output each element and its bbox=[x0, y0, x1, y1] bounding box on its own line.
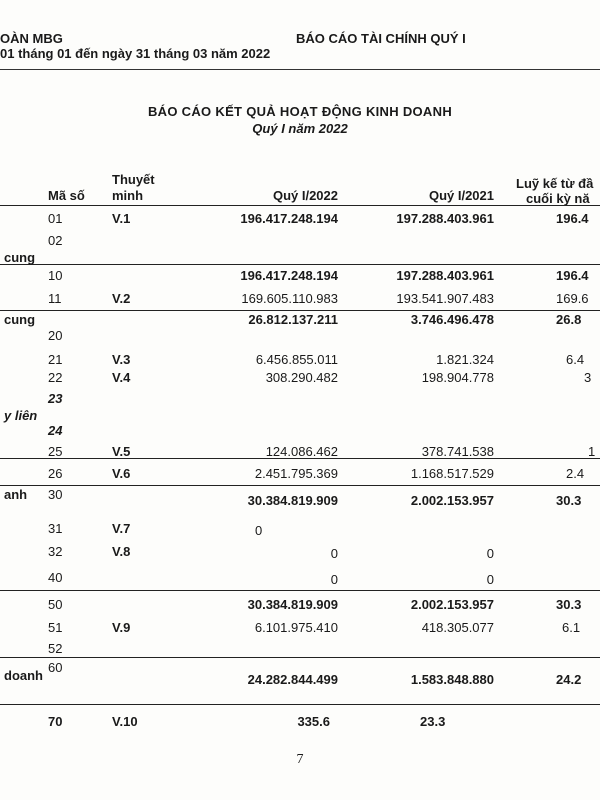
row-value-ytd: 26.8 bbox=[556, 312, 582, 327]
row-label: anh bbox=[4, 487, 28, 502]
row-value-q2022: 6.101.975.410 bbox=[254, 620, 338, 635]
row-value-ytd: 24.2 bbox=[556, 672, 582, 687]
row-code: 50 bbox=[48, 597, 63, 612]
row-value-q2022: 2.451.795.369 bbox=[254, 466, 338, 481]
row-value-q2022: 24.282.844.499 bbox=[247, 672, 338, 687]
row-value-ytd: 196.4 bbox=[556, 268, 589, 283]
column-header-note-line2: minh bbox=[112, 188, 144, 203]
table-divider bbox=[0, 657, 600, 658]
row-code: 60 bbox=[48, 660, 63, 675]
report-title: BÁO CÁO KẾT QUẢ HOẠT ĐỘNG KINH DOANH bbox=[147, 104, 453, 119]
row-code: 31 bbox=[48, 521, 63, 536]
row-code: 70 bbox=[48, 714, 63, 729]
row-value-q2021: 0 bbox=[486, 572, 494, 587]
row-code: 24 bbox=[48, 423, 63, 438]
report-name: BÁO CÁO TÀI CHÍNH QUÝ I bbox=[296, 31, 466, 46]
row-value-q2021: 198.904.778 bbox=[421, 370, 494, 385]
row-value-q2022: 0 bbox=[330, 572, 338, 587]
row-value-q2021: 418.305.077 bbox=[421, 620, 494, 635]
table-divider bbox=[0, 205, 600, 206]
row-value-ytd: 6.1 bbox=[562, 620, 581, 635]
reporting-period: 01 tháng 01 đến ngày 31 tháng 03 năm 2022 bbox=[0, 46, 271, 61]
row-note: V.2 bbox=[112, 291, 131, 306]
row-value-q2021: 197.288.403.961 bbox=[396, 211, 494, 226]
row-value-q2021: 2.002.153.957 bbox=[410, 493, 494, 508]
table-divider bbox=[0, 590, 600, 591]
report-subtitle: Quý I năm 2022 bbox=[252, 121, 348, 136]
row-value-q2021: 1.821.324 bbox=[436, 352, 494, 367]
row-value-q2021: 197.288.403.961 bbox=[396, 268, 494, 283]
column-header-q2021: Quý I/2021 bbox=[428, 188, 494, 203]
row-note: V.1 bbox=[112, 211, 131, 226]
row-value-ytd: 30.3 bbox=[556, 597, 582, 612]
row-note: V.5 bbox=[112, 444, 131, 459]
row-value-q2022: 30.384.819.909 bbox=[247, 493, 338, 508]
row-value-q2021: 193.541.907.483 bbox=[396, 291, 494, 306]
row-code: 26 bbox=[48, 466, 63, 481]
row-code: 25 bbox=[48, 444, 63, 459]
row-value-ytd: 1 bbox=[588, 444, 596, 459]
row-code: 30 bbox=[48, 487, 63, 502]
company-name: OÀN MBG bbox=[0, 31, 63, 46]
row-code: 52 bbox=[48, 641, 63, 656]
row-code: 23 bbox=[48, 391, 63, 406]
row-code: 10 bbox=[48, 268, 63, 283]
row-value-ytd: 169.6 bbox=[556, 291, 589, 306]
row-value-q2022: 0 bbox=[330, 546, 338, 561]
row-value-q2022: 196.417.248.194 bbox=[240, 268, 338, 283]
column-header-note-line1: Thuyết bbox=[112, 172, 155, 187]
table-divider bbox=[0, 485, 600, 486]
column-header-ytd-line1: Luỹ kế từ đầ bbox=[516, 176, 594, 191]
page-number: 7 bbox=[296, 752, 304, 767]
row-code: 02 bbox=[48, 233, 63, 248]
row-note: V.9 bbox=[112, 620, 131, 635]
row-value-q2022: 335.6 bbox=[297, 714, 330, 729]
row-value-q2022: 124.086.462 bbox=[265, 444, 338, 459]
row-value-q2021: 0 bbox=[486, 546, 494, 561]
row-value-ytd: 3 bbox=[584, 370, 592, 385]
row-code: 32 bbox=[48, 544, 63, 559]
row-value-q2022: 169.605.110.983 bbox=[241, 291, 338, 306]
row-note: V.4 bbox=[112, 370, 131, 385]
row-label: doanh bbox=[4, 668, 43, 683]
column-header-ytd-line2: cuối kỳ nă bbox=[526, 191, 590, 206]
row-note: V.10 bbox=[112, 714, 138, 729]
row-label: cung bbox=[4, 250, 36, 265]
table-divider bbox=[0, 704, 600, 705]
row-value-q2022: 308.290.482 bbox=[265, 370, 338, 385]
row-value-q2022: 30.384.819.909 bbox=[247, 597, 338, 612]
row-code: 21 bbox=[48, 352, 63, 367]
row-note: V.3 bbox=[112, 352, 131, 367]
header-divider bbox=[0, 69, 600, 70]
row-value-ytd: 6.4 bbox=[566, 352, 585, 367]
row-value-ytd: 196.4 bbox=[556, 211, 589, 226]
row-note: V.7 bbox=[112, 521, 131, 536]
row-value-q2021: 378.741.538 bbox=[421, 444, 494, 459]
row-note: V.6 bbox=[112, 466, 131, 481]
row-value-ytd: 30.3 bbox=[556, 493, 582, 508]
column-header-code: Mã số bbox=[48, 188, 85, 203]
row-value-q2022: 196.417.248.194 bbox=[240, 211, 338, 226]
row-code: 01 bbox=[48, 211, 63, 226]
row-value-q2022: 0 bbox=[255, 523, 263, 538]
table-divider bbox=[0, 264, 600, 265]
row-code: 11 bbox=[48, 291, 62, 306]
row-code: 40 bbox=[48, 570, 63, 585]
table-divider bbox=[0, 310, 600, 311]
column-header-q2022: Quý I/2022 bbox=[272, 188, 338, 203]
row-value-q2021: 2.002.153.957 bbox=[410, 597, 494, 612]
row-code: 20 bbox=[48, 328, 63, 343]
row-code: 22 bbox=[48, 370, 63, 385]
row-value-q2021: 3.746.496.478 bbox=[410, 312, 494, 327]
row-label: y liên bbox=[4, 408, 38, 423]
row-value-q2022: 26.812.137.211 bbox=[248, 312, 338, 327]
row-value-q2021: 1.583.848.880 bbox=[410, 672, 494, 687]
row-value-q2021: 23.3 bbox=[420, 714, 446, 729]
row-value-ytd: 2.4 bbox=[566, 466, 585, 481]
row-label: cung bbox=[4, 312, 36, 327]
row-value-q2022: 6.456.855.011 bbox=[255, 352, 338, 367]
row-code: 51 bbox=[48, 620, 63, 635]
row-note: V.8 bbox=[112, 544, 131, 559]
row-value-q2021: 1.168.517.529 bbox=[410, 466, 494, 481]
